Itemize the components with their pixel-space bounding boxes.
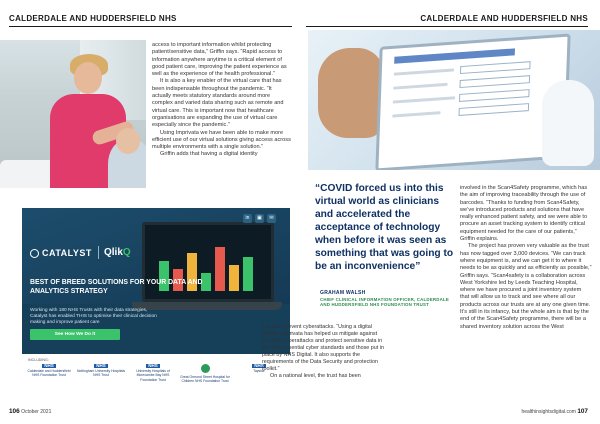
see-how-button[interactable]: See How We Do It — [30, 329, 120, 340]
partner-name: University Hospitals of Morecambe Bay NHS Foundation Trust — [136, 369, 170, 382]
including-label: INCLUDING: — [28, 358, 49, 362]
partner-name: Great Ormond Street Hospital for Children NHS Foundation Trust — [180, 375, 230, 384]
page-number: 107 — [577, 408, 588, 415]
partner-name: Nottingham University Hospitals NHS Trust — [76, 369, 126, 378]
paragraph: It is also a key enabler of the virtual care that has been indispensable throughout the pandemic. “It actually meets statutory standards around more complex and varied data sharing such as remote and virtual care. This is important now that healthcare organisations are expanding the use of virtual care especially since the pandemic.” — [152, 78, 284, 129]
paragraph: The project has proven very valuable as the trust has now tagged over 3,000 devices. “We can track where equipment is, and we can get it to where it needs to be as quickly and as efficiently as possible,” Griffin says. “Scan4safety is a collaboration across West Yorkshire led by Leeds Teaching Hospital, where we have procured a joint inventory system that will allow us to track and see where all our products across our trusts are at any one given time. It’s still in its infancy, but the whole aim is that by the end of the Scan4Safety programme, there will be a shared inventory solution across the West — [460, 243, 592, 330]
screen-line — [393, 96, 455, 103]
qlik-logo — [104, 247, 131, 258]
body-column-top — [152, 42, 292, 159]
quote-attribution-role: CHIEF CLINICAL INFORMATION OFFICER, CALDERDALE AND HUDDERSFIELD NHS FOUNDATION TRUST — [320, 297, 450, 308]
partner-great-ormond-street — [180, 364, 230, 384]
catalyst-qlik-advert[interactable] — [22, 208, 290, 400]
nhs-badge: NHS — [148, 363, 158, 368]
patient-head — [116, 128, 140, 154]
nhs-badge: NHS — [44, 363, 54, 368]
barcode-scan-photo — [308, 30, 600, 170]
email-icon[interactable]: ✉ — [267, 214, 276, 223]
screen-field — [458, 103, 529, 116]
linkedin-icon[interactable]: in — [243, 214, 252, 223]
youtube-icon[interactable]: ▣ — [255, 214, 264, 223]
screen-field — [459, 75, 530, 88]
header-rule — [306, 26, 588, 27]
screen-line — [393, 83, 447, 90]
nhs-badge: NHS — [96, 363, 106, 368]
ad-partner-strip — [22, 354, 290, 400]
body-column-right — [460, 185, 592, 331]
photo-hand — [318, 48, 384, 138]
paragraph: Griffin adds that having a digital identity — [160, 151, 258, 158]
partner-name: Tayside — [253, 369, 265, 374]
running-head: CALDERDALE AND HUDDERSFIELD NHS — [9, 14, 177, 23]
partner-nottingham — [76, 364, 126, 378]
partner-calderdale — [24, 364, 74, 378]
quote-attribution-name: GRAHAM WALSH — [320, 290, 366, 296]
screen-line — [394, 68, 454, 75]
paragraph: Using Imprivata we have been able to make more efficient use of our virtual solutions giving access across multiple environments with a single solution.” — [152, 129, 291, 151]
laptop-illustration — [132, 222, 282, 322]
website: healthinsightsdigital.com — [521, 409, 576, 415]
running-head: CALDERDALE AND HUDDERSFIELD NHS — [420, 14, 588, 23]
gosh-logo-icon — [201, 364, 210, 373]
chart-bar — [229, 265, 239, 291]
partner-name: Calderdale and Huddersfield NHS Foundation Trust — [27, 369, 71, 378]
page-folio — [521, 408, 588, 415]
photo-gloved-hand — [542, 80, 594, 166]
paragraph: access to important information whilst protecting patient/sensitive data,” Griffin says. “Rapid access to information anywhere anytime is a critical element of good patient care, improving the patient experience as well as the experience of the health professional.” — [152, 42, 287, 78]
issue-date: October 2021 — [21, 409, 52, 415]
page-folio — [9, 408, 51, 415]
nhs-badge: NHS — [254, 363, 264, 368]
qlik-logo-q: Q — [122, 247, 131, 258]
partner-morecambe-bay — [128, 364, 178, 382]
header-rule — [9, 26, 292, 27]
catalyst-logo-mark — [30, 249, 39, 258]
logo-divider — [98, 246, 99, 259]
catalyst-logo-text: CATALYST — [42, 248, 92, 258]
ad-body: Working with 180 NHS Trusts with their data strategies, Catalyst has enabled THIS to optimise their clinical decision making and improve patient care — [30, 308, 157, 326]
catalyst-logo — [30, 248, 92, 258]
nurse-head — [74, 62, 102, 94]
screen-line — [392, 111, 440, 117]
screen-field — [459, 89, 530, 102]
paragraph: involved in the Scan4Safety programme, which has the aim of improving traceability through the use of barcodes. “Thanks to funding from Scan4Safety, we’ve introduced products and solutions that have really enhanced patient safety, and we were able to procure an asset tracking system to identify critical equipment needed for the care of our patients,” Griffin explains. — [460, 185, 588, 243]
screen-title-bar — [394, 48, 515, 63]
body-column-bottom-text — [262, 324, 386, 380]
social-icons — [243, 214, 276, 223]
chart-bar — [243, 257, 253, 291]
page-number: 106 — [9, 408, 20, 415]
nurse-photo — [0, 40, 146, 188]
pull-quote: “COVID forced us into this virtual world as clinicians and accelerated the acceptance of technology when before it was seen as something that was going to be an inconvenience” — [315, 183, 454, 272]
qlik-logo-text: Qlik — [104, 247, 123, 258]
screen-field — [460, 61, 531, 74]
ad-headline: BEST OF BREED SOLUTIONS FOR YOUR DATA AND ANALYTICS STRATEGY — [30, 279, 203, 295]
paragraph: can also prevent cyberattacks. “Using a digital identity Imprivata has helped us mitigate against possible cyberattacks and protect sensitive data in line with essential cyber standards and those put in place by NHS Digital. It also supports the requirements of the Data Security and protection toolkit.” — [262, 324, 384, 372]
paragraph: On a national level, the trust has been — [270, 373, 361, 379]
